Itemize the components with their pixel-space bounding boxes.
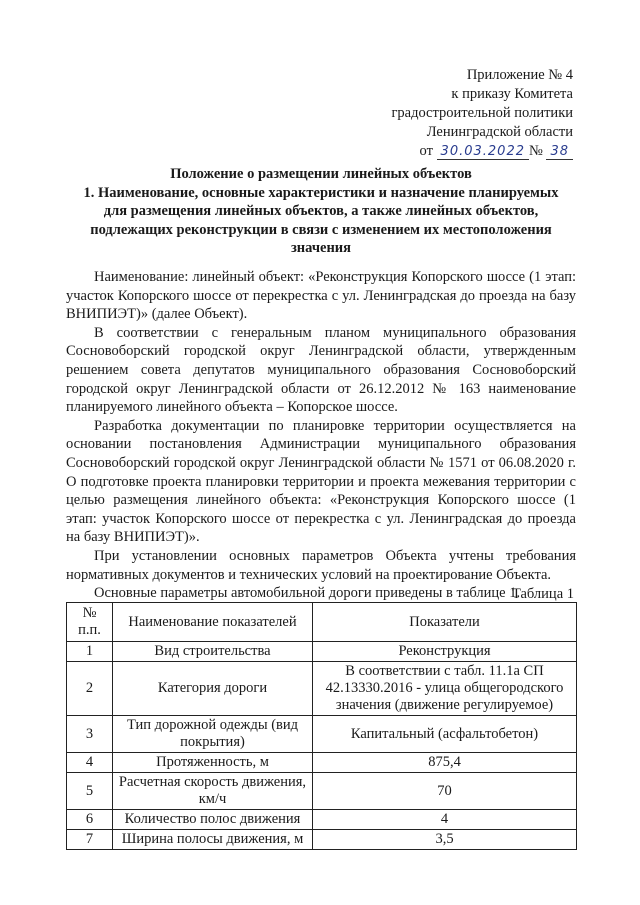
appendix-date-line	[391, 142, 573, 161]
cell-number: 3	[67, 716, 113, 753]
table-row	[67, 642, 577, 662]
cell-number: 6	[67, 810, 113, 830]
cell-number: 5	[67, 773, 113, 810]
body-text	[66, 268, 576, 603]
table-row	[67, 716, 577, 753]
table-row	[67, 753, 577, 773]
cell-number: 4	[67, 753, 113, 773]
paragraph: Наименование: линейный объект: «Реконструкция Копорского шоссе (1 этап: участок Копорского шоссе от перекрестка с ул. Ленинградская до проезда на базу ВНИПИЭТ)» (далее Объект).	[66, 269, 576, 323]
heading-title: Положение о размещении линейных объектов	[170, 166, 472, 182]
cell-name: Ширина полосы движения, м	[113, 830, 313, 850]
header-name: Наименование показателей	[113, 603, 313, 642]
cell-name: Протяженность, м	[113, 753, 313, 773]
table-header-row	[67, 603, 577, 642]
cell-value: Капитальный (асфальтобетон)	[313, 716, 577, 753]
cell-name: Вид строительства	[113, 642, 313, 662]
appendix-block	[391, 66, 573, 161]
cell-number: 7	[67, 830, 113, 850]
appendix-line: Приложение № 4	[466, 67, 573, 83]
section-heading	[66, 165, 576, 258]
table-row	[67, 810, 577, 830]
cell-value: 3,5	[313, 830, 577, 850]
paragraph: В соответствии с генеральным планом муниципального образования Сосновоборский городской округ Ленинградской области, утвержденным решением совета депутатов муниципального образования Сосновоборский городской округ Ленинградской области от 26.12.2012 № 163 наименование планируемого линейного объекта – Копорское шоссе.	[66, 324, 576, 416]
heading-line: значения	[290, 240, 352, 257]
cell-name: Тип дорожной одежды (вид покрытия)	[113, 716, 313, 753]
cell-number: 1	[67, 642, 113, 662]
cell-value: Реконструкция	[313, 642, 577, 662]
appendix-line: градостроительной политики	[391, 105, 573, 121]
heading-line: подлежащих реконструкции в связи с изменением их местоположения	[90, 221, 552, 238]
cell-value: 875,4	[313, 753, 577, 773]
header-number: № п.п.	[67, 603, 113, 642]
cell-value: 4	[313, 810, 577, 830]
parameters-table	[66, 602, 577, 850]
cell-name: Количество полос движения	[113, 810, 313, 830]
heading-line: 1. Наименование, основные характеристики и назначение планируемых	[83, 184, 559, 201]
cell-value: В соответствии с табл. 11.1а СП 42.13330.2016 - улица общегородского значения (движение регулируемое)	[313, 662, 577, 716]
paragraph: При установлении основных параметров Объекта учтены требования нормативных документов и технических условий на проектирование Объекта.	[66, 547, 576, 583]
date-prefix: от	[419, 143, 433, 159]
heading-line: для размещения линейных объектов, а также линейных объектов,	[103, 203, 539, 220]
header-values: Показатели	[313, 603, 577, 642]
appendix-line: Ленинградской области	[426, 124, 573, 140]
cell-name: Расчетная скорость движения, км/ч	[113, 773, 313, 810]
handwritten-date: 30.03.2022	[437, 144, 529, 160]
number-prefix: №	[528, 143, 543, 159]
cell-name: Категория дороги	[113, 662, 313, 716]
table-row	[67, 773, 577, 810]
cell-value: 70	[313, 773, 577, 810]
paragraph: Разработка документации по планировке территории осуществляется на основании постановления Администрации муниципального образования Сосновоборский городской округ Ленинградской области № 1571 от 06.08.2020 г. О подготовке проекта планировки территории и проекта межевания территории с целью размещения линейного объекта: «Реконструкция Копорского шоссе (1 этап: участок Копорского шоссе от перекрестка с ул. Ленинградская до проезда на базу ВНИПИЭТ)».	[66, 417, 576, 546]
handwritten-number: 38	[546, 144, 573, 160]
table-row	[67, 662, 577, 716]
table-row	[67, 830, 577, 850]
cell-number: 2	[67, 662, 113, 716]
table-caption: Таблица 1	[511, 586, 574, 602]
paragraph: Основные параметры автомобильной дороги приведены в таблице 1.	[94, 585, 521, 602]
appendix-line: к приказу Комитета	[451, 86, 573, 102]
